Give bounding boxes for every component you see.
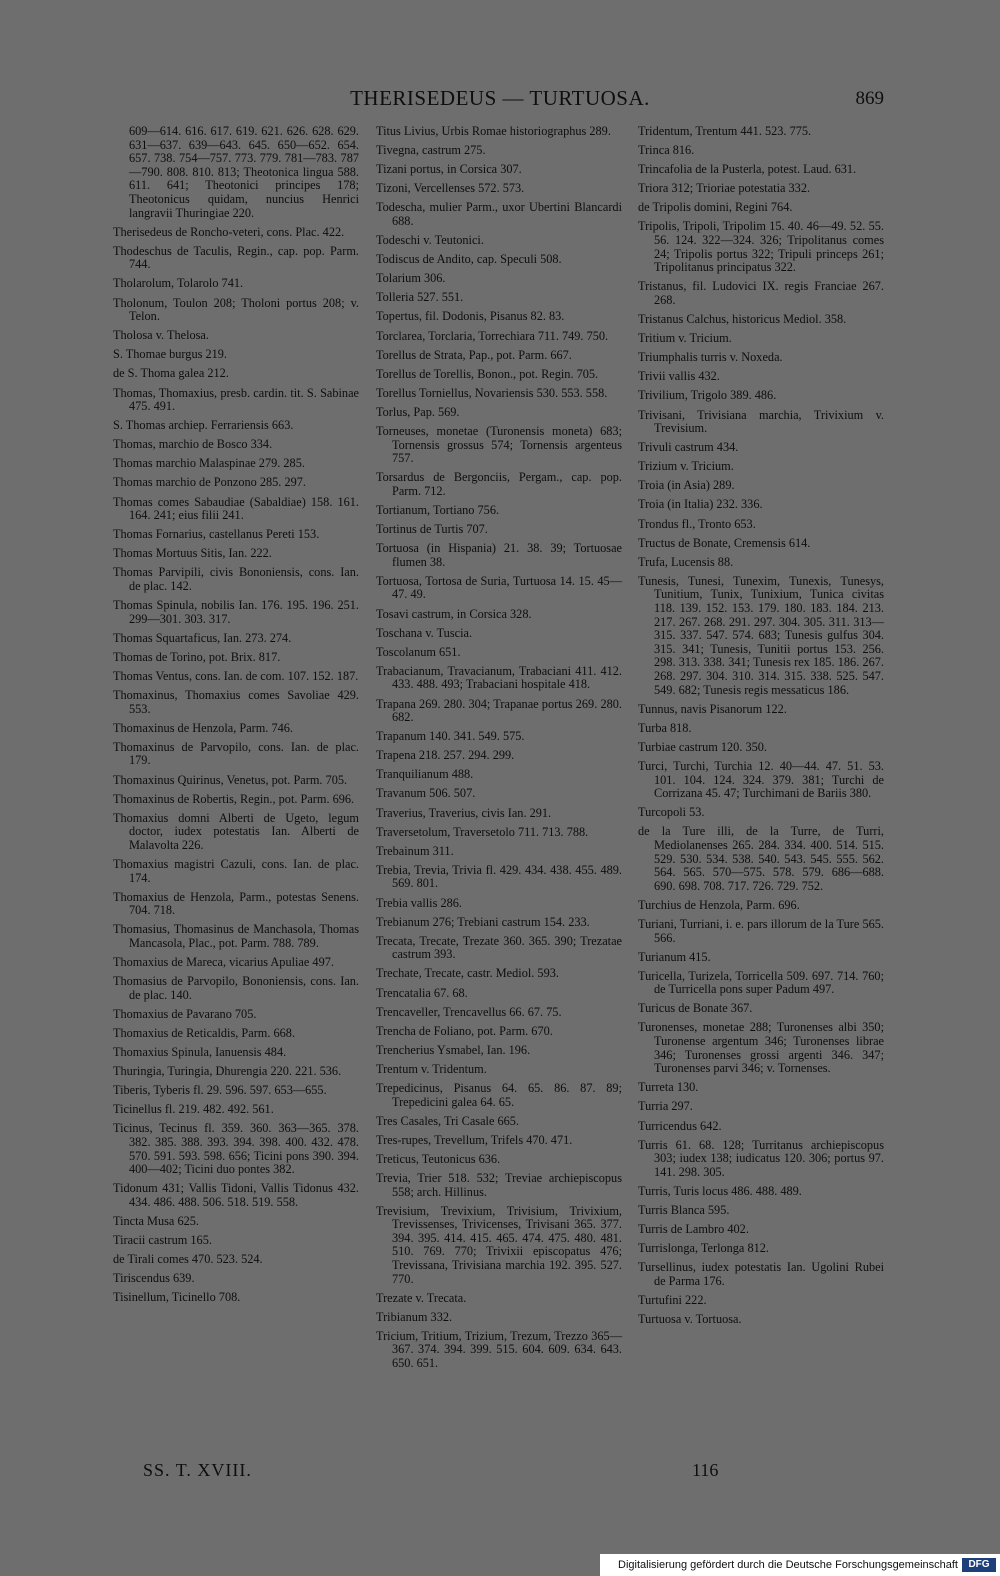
index-entry: Thomas comes Sabaudiae (Sabaldiae) 158. 161. 164. 241; eius filii 241. bbox=[113, 494, 359, 523]
index-entry: Toscolanum 651. bbox=[376, 644, 461, 659]
index-entry: Tortuosa (in Hispania) 21. 38. 39; Tortuosae flumen 38. bbox=[376, 541, 622, 569]
index-entry: Turtuosa v. Tortuosa. bbox=[638, 1312, 742, 1327]
index-entry: Tristanus, fil. Ludovici IX. regis Franciae 267. 268. bbox=[638, 279, 884, 307]
index-entry: Thomaxius de Henzola, Parm., potestas Senens. 704. 718. bbox=[113, 889, 359, 918]
index-entry: Tructus de Bonate, Cremensis 614. bbox=[638, 535, 811, 550]
index-entry: Turcopoli 53. bbox=[638, 805, 705, 820]
index-entry: Turris, Turis locus 486. 488. 489. bbox=[638, 1183, 802, 1198]
index-entry: Tripolis, Tripoli, Tripolim 15. 40. 46—49. 52. 55. 56. 124. 322—324. 326; Tripolitanus comes 24; Tripolis portus 322; Tripuli princeps 261; Tripolitanus principatus 322. bbox=[638, 219, 884, 275]
index-entry: Turris 61. 68. 128; Turritanus archiepiscopus 303; iudex 138; iudicatus 120. 306; portus 97. 141. 298. 305. bbox=[638, 1137, 884, 1179]
index-entry: Thomaxius magistri Cazuli, cons. Ian. de plac. 174. bbox=[113, 857, 359, 885]
index-entry: Tritium v. Tricium. bbox=[638, 331, 732, 346]
index-entry: Tizani portus, in Corsica 307. bbox=[376, 162, 522, 177]
index-entry: Thomaxinus de Henzola, Parm. 746. bbox=[113, 720, 293, 735]
index-entry: Trivilium, Trigolo 389. 486. bbox=[638, 388, 777, 403]
index-entry: Tisinellum, Ticinello 708. bbox=[113, 1290, 241, 1305]
index-entry: de Tripolis domini, Regini 764. bbox=[638, 200, 793, 215]
index-entry: Torellus de Torellis, Bonon., pot. Regin. 705. bbox=[376, 366, 599, 381]
index-entry: de S. Thoma galea 212. bbox=[113, 366, 229, 381]
index-entry: Tholonum, Toulon 208; Tholoni portus 208; v. Telon. bbox=[113, 295, 359, 324]
index-entry: Tunnus, navis Pisanorum 122. bbox=[638, 701, 787, 716]
index-entry: de la Ture illi, de la Turre, de Turri, Mediolanenses 265. 284. 334. 400. 514. 515. 529. 530. 534. 538. 540. 543. 545. 555. 562. 564. 565. 570—575. 578. 579. 686—688. 690. 698. 708. 717. 726. 729. 752. bbox=[638, 824, 884, 893]
index-entry: Trencherius Ysmabel, Ian. 196. bbox=[376, 1042, 531, 1057]
index-entry: Toschana v. Tuscia. bbox=[376, 625, 473, 640]
index-entry: Titus Livius, Urbis Romae historiographus 289. bbox=[376, 124, 611, 138]
index-entry: Tridentum, Trentum 441. 523. 775. bbox=[638, 124, 812, 138]
index-entry: Thomaxius de Mareca, vicarius Apuliae 497. bbox=[113, 955, 334, 970]
index-entry: Trencaveller, Trencavellus 66. 67. 75. bbox=[376, 1004, 562, 1019]
index-entry: Turba 818. bbox=[638, 720, 692, 735]
index-entry: Todiscus de Andito, cap. Speculi 508. bbox=[376, 252, 562, 267]
index-entry: Torlus, Pap. 569. bbox=[376, 404, 460, 419]
index-entry: Thodeschus de Taculis, Regin., cap. pop. Parm. 744. bbox=[113, 243, 359, 272]
page-number: 869 bbox=[855, 88, 884, 109]
index-entry: Thomas Spinula, nobilis Ian. 176. 195. 196. 251. 299—301. 303. 317. bbox=[113, 598, 359, 626]
index-entry: Turris Blanca 595. bbox=[638, 1203, 730, 1217]
index-entry: Turci, Turchi, Turchia 12. 40—44. 47. 51. 53. 101. 104. 124. 324. 379. 381; Turchi de Corrizana 45. 47; Turchimani de Bariis 380. bbox=[638, 758, 884, 801]
index-entry: Trincafolia de la Pusterla, potest. Laud. 631. bbox=[638, 162, 857, 177]
index-entry: Trecata, Trecate, Trezate 360. 365. 390; Trezatae castrum 393. bbox=[376, 933, 622, 962]
index-entry: Tursellinus, iudex potestatis Ian. Ugolini Rubei de Parma 176. bbox=[638, 1260, 884, 1288]
index-entry: Trivisani, Trivisiana marchia, Trivixium v. Trevisium. bbox=[638, 407, 884, 436]
index-entry: Tranquilianum 488. bbox=[376, 767, 474, 782]
index-entry: Thomaxius domni Alberti de Ugeto, legum doctor, iudex potestatis Ian. Alberti de Malavolta 226. bbox=[113, 810, 359, 852]
index-entry: Tincta Musa 625. bbox=[113, 1214, 199, 1228]
index-entry: Thomaxius de Reticaldis, Parm. 668. bbox=[113, 1025, 296, 1040]
index-entry: Thomas marchio de Ponzono 285. 297. bbox=[113, 475, 306, 490]
index-entry: Thuringia, Turingia, Dhurengia 220. 221. 536. bbox=[113, 1064, 342, 1079]
index-entry: Tortuosa, Tortosa de Suria, Turtuosa 14. 15. 45—47. 49. bbox=[376, 573, 622, 602]
header-title: THERISEDEUS — TURTUOSA. bbox=[350, 86, 650, 110]
index-entry: Triumphalis turris v. Noxeda. bbox=[638, 350, 783, 365]
index-entry: Tricium, Tritium, Trizium, Trezum, Trezzo 365—367. 374. 394. 399. 515. 604. 609. 634. 643. 650. 651. bbox=[376, 1328, 622, 1371]
index-entry: Todeschi v. Teutonici. bbox=[376, 233, 484, 248]
index-entry: Tribianum 332. bbox=[376, 1309, 453, 1324]
index-entry: Turtufini 222. bbox=[638, 1292, 707, 1307]
index-entry: Tiberis, Tyberis fl. 29. 596. 597. 653—655. bbox=[113, 1083, 327, 1098]
index-entry: Turris de Lambro 402. bbox=[638, 1222, 749, 1237]
index-entry: Tiriscendus 639. bbox=[113, 1271, 195, 1286]
index-entry: Traversetolum, Traversetolo 711. 713. 788. bbox=[376, 824, 589, 839]
index-entry: Trapana 269. 280. 304; Trapanae portus 269. 280. 682. bbox=[376, 696, 622, 725]
index-entry: Trevisium, Trevixium, Trivisium, Trivixium, Trevissenses, Trivicenses, Trivisani 365. 377. 394. 395. 414. 415. 465. 474. 475. 480. 481. 510. 769. 770; Trivixii episcopatus 476; Trevissana, Trivisiana marchia 192. 395. 527. 770. bbox=[376, 1203, 622, 1286]
index-entry: Tizoni, Vercellenses 572. 573. bbox=[376, 181, 525, 196]
index-entry: Turicus de Bonate 367. bbox=[638, 1001, 753, 1016]
index-entry: Thomaxinus de Parvopilo, cons. Ian. de plac. 179. bbox=[113, 739, 359, 768]
index-entry: S. Thomas archiep. Ferrariensis 663. bbox=[113, 418, 294, 433]
index-entry: Tortinus de Turtis 707. bbox=[376, 522, 488, 537]
index-entry: Tolleria 527. 551. bbox=[376, 290, 464, 305]
index-entry: Thomasius, Thomasinus de Manchasola, Thomas Mancasola, Plac., pot. Parm. 788. 789. bbox=[113, 922, 359, 950]
dfg-logo-icon[interactable]: DFG bbox=[962, 1558, 996, 1572]
index-entry: S. Thomae burgus 219. bbox=[113, 347, 227, 362]
index-entry: Torclarea, Torclaria, Torrechiara 711. 749. 750. bbox=[376, 328, 609, 343]
index-entry: Tidonum 431; Vallis Tidoni, Vallis Tidonus 432. 434. 486. 488. 506. 518. 519. 558. bbox=[113, 1181, 359, 1209]
index-entry: Trapena 218. 257. 294. 299. bbox=[376, 748, 515, 763]
index-entry: Tristanus Calchus, historicus Mediol. 358. bbox=[638, 312, 847, 327]
index-entry: Turricendus 642. bbox=[638, 1118, 722, 1133]
index-entry: Triora 312; Trioriae potestatia 332. bbox=[638, 181, 811, 196]
index-column-1 bbox=[113, 125, 359, 1310]
index-entry: Thomaxinus de Robertis, Regin., pot. Parm. 696. bbox=[113, 791, 355, 806]
footer-signature: SS. T. XVIII. bbox=[143, 1460, 252, 1480]
index-entry: Thomaxius Spinula, Ianuensis 484. bbox=[113, 1045, 287, 1060]
index-entry: Trencha de Foliano, pot. Parm. 670. bbox=[376, 1023, 553, 1038]
index-entry: Turrislonga, Terlonga 812. bbox=[638, 1241, 769, 1256]
index-entry: Trebianum 276; Trebiani castrum 154. 233. bbox=[376, 914, 590, 929]
index-entry: Treticus, Teutonicus 636. bbox=[376, 1151, 501, 1166]
index-entry: Tortianum, Tortiano 756. bbox=[376, 502, 500, 517]
index-entry: Topertus, fil. Dodonis, Pisanus 82. 83. bbox=[376, 309, 565, 324]
index-entry: 609—614. 616. 617. 619. 621. 626. 628. 629. 631—637. 639—643. 645. 650—652. 654. 657. 738. 754—757. 773. 779. 781—783. 787—790. 808. 810. 813; Theotonica lingua 588. 611. 641; Theotonici principes 178; Theotonicus quidam, nuncius Henrici langravii Thuringiae 220. bbox=[129, 124, 359, 220]
index-entry: Torellus Torniellus, Novariensis 530. 553. 558. bbox=[376, 385, 608, 400]
index-entry: Turria 297. bbox=[638, 1099, 693, 1114]
index-entry: Trebainum 311. bbox=[376, 843, 454, 858]
index-entry: Thomas marchio Malaspinae 279. 285. bbox=[113, 456, 305, 471]
index-entry: Trufa, Lucensis 88. bbox=[638, 554, 734, 569]
index-entry: Turiani, Turriani, i. e. pars illorum de la Ture 565. 566. bbox=[638, 916, 884, 945]
index-entry: Thomas Fornarius, castellanus Pereti 153. bbox=[113, 527, 320, 542]
index-entry: Ticinellus fl. 219. 482. 492. 561. bbox=[113, 1102, 274, 1117]
index-entry: Tres-rupes, Trevellum, Trifels 470. 471. bbox=[376, 1132, 573, 1147]
footer-number: 116 bbox=[692, 1460, 719, 1480]
index-column-3 bbox=[638, 125, 884, 1332]
index-entry: Thomaxinus, Thomaxius comes Savoliae 429. 553. bbox=[113, 688, 359, 716]
index-entry: Tunesis, Tunesi, Tunexim, Tunexis, Tunesys, Tunitium, Tunix, Tunixium, Tunica civitas 118. 139. 152. 153. 179. 180. 183. 184. 213. 217. 267. 268. 291. 297. 304. 305. 311. 313—315. 337. 547. 574. 683; Tunesis gulfus 304. 315. 341; Tunesis, Tunitii portus 153. 256. 298. 313. 338. 341; Tunesis rex 185. 186. 267. 268. 297. 304. 310. 314. 315. 338. 525. 547. 549. 682; Tunesis regis messaticus 186. bbox=[638, 573, 884, 697]
index-column-2 bbox=[376, 125, 622, 1376]
index-entry: Thomas Ventus, cons. Ian. de com. 107. 152. 187. bbox=[113, 669, 359, 683]
index-entry: Thomas Squartaficus, Ian. 273. 274. bbox=[113, 630, 292, 645]
index-entry: Trivii vallis 432. bbox=[638, 369, 720, 384]
index-entry: Thomaxius de Pavarano 705. bbox=[113, 1006, 257, 1021]
index-entry: Turchius de Henzola, Parm. 696. bbox=[638, 897, 800, 912]
index-entry: Traverius, Traverius, civis Ian. 291. bbox=[376, 805, 552, 820]
index-entry: Trentum v. Tridentum. bbox=[376, 1061, 487, 1076]
index-entry: Trinca 816. bbox=[638, 143, 695, 158]
index-entry: Torneuses, monetae (Turonensis moneta) 683; Tornensis grossus 574; Tornensis argenteus 757. bbox=[376, 424, 622, 466]
digitization-credit[interactable]: Digitalisierung gefördert durch die Deutsche Forschungsgemeinschaft bbox=[600, 1554, 1000, 1576]
index-entry: Therisedeus de Roncho-veteri, cons. Plac. 422. bbox=[113, 224, 345, 239]
index-entry: Travanum 506. 507. bbox=[376, 786, 476, 801]
index-entry: Tolarium 306. bbox=[376, 271, 446, 286]
index-entry: Thomas, Thomaxius, presb. cardin. tit. S. Sabinae 475. 491. bbox=[113, 385, 359, 414]
index-entry: Turonenses, monetae 288; Turonenses albi 350; Turonense argentum 346; Turonenses librae 346; Turonenses grossi argenti 346. 347; Turonenses parvi 346; v. Tornenses. bbox=[638, 1020, 884, 1076]
index-entry: Trizium v. Tricium. bbox=[638, 459, 734, 474]
index-entry: Trezate v. Trecata. bbox=[376, 1290, 467, 1305]
index-entry: Trevia, Trier 518. 532; Treviae archiepiscopus 558; arch. Hillinus. bbox=[376, 1170, 622, 1199]
index-entry: Turreta 130. bbox=[638, 1080, 699, 1095]
index-entry: Thomas de Torino, pot. Brix. 817. bbox=[113, 649, 281, 664]
index-entry: Tosavi castrum, in Corsica 328. bbox=[376, 606, 532, 621]
index-entry: Tiracii castrum 165. bbox=[113, 1233, 212, 1248]
index-entry: Turbiae castrum 120. 350. bbox=[638, 739, 767, 754]
index-entry: Trabacianum, Travacianum, Trabaciani 411. 412. 433. 488. 493; Trabaciani hospitale 418. bbox=[376, 663, 622, 692]
index-entry: Tivegna, castrum 275. bbox=[376, 143, 486, 158]
index-entry: Trechate, Trecate, castr. Mediol. 593. bbox=[376, 966, 559, 981]
index-entry: Trebia vallis 286. bbox=[376, 895, 462, 910]
index-entry: Torellus de Strata, Pap., pot. Parm. 667. bbox=[376, 347, 572, 362]
index-entry: Troia (in Asia) 289. bbox=[638, 478, 735, 493]
index-entry: Thomasius de Parvopilo, Bononiensis, cons. Ian. de plac. 140. bbox=[113, 974, 359, 1002]
index-entry: Turicella, Turizela, Torricella 509. 697. 714. 760; de Turricella pons super Padum 497. bbox=[638, 968, 884, 997]
index-entry: Tholosa v. Thelosa. bbox=[113, 328, 209, 343]
index-entry: Trebia, Trevia, Trivia fl. 429. 434. 438. 455. 489. 569. 801. bbox=[376, 862, 622, 891]
index-entry: Trepedicinus, Pisanus 64. 65. 86. 87. 89; Trepedicini galea 64. 65. bbox=[376, 1080, 622, 1109]
index-entry: Tholarolum, Tolarolo 741. bbox=[113, 276, 244, 291]
index-entry: Trivuli castrum 434. bbox=[638, 440, 739, 455]
index-entry: Trondus fl., Tronto 653. bbox=[638, 516, 756, 531]
index-entry: Trapanum 140. 341. 549. 575. bbox=[376, 729, 525, 744]
index-entry: Todescha, mulier Parm., uxor Ubertini Blancardi 688. bbox=[376, 200, 622, 228]
index-entry: Ticinus, Tecinus fl. 359. 360. 363—365. 378. 382. 385. 388. 393. 394. 398. 400. 432. 478. 570. 591. 593. 598. 656; Ticini pons 390. 394. 400—402; Ticini duo pontes 382. bbox=[113, 1121, 359, 1177]
index-entry: Thomas Parvipili, civis Bononiensis, cons. Ian. de plac. 142. bbox=[113, 565, 359, 594]
index-entry: Trencatalia 67. 68. bbox=[376, 985, 468, 1000]
index-entry: Troia (in Italia) 232. 336. bbox=[638, 497, 763, 512]
index-entry: Thomas Mortuus Sitis, Ian. 222. bbox=[113, 546, 272, 561]
index-entry: Thomas, marchio de Bosco 334. bbox=[113, 437, 273, 452]
index-entry: Tres Casales, Tri Casale 665. bbox=[376, 1113, 520, 1128]
index-entry: Turianum 415. bbox=[638, 949, 711, 964]
index-entry: Thomaxinus Quirinus, Venetus, pot. Parm. 705. bbox=[113, 772, 348, 787]
index-entry: Torsardus de Bergonciis, Pergam., cap. pop. Parm. 712. bbox=[376, 470, 622, 498]
index-entry: de Tirali comes 470. 523. 524. bbox=[113, 1252, 263, 1267]
